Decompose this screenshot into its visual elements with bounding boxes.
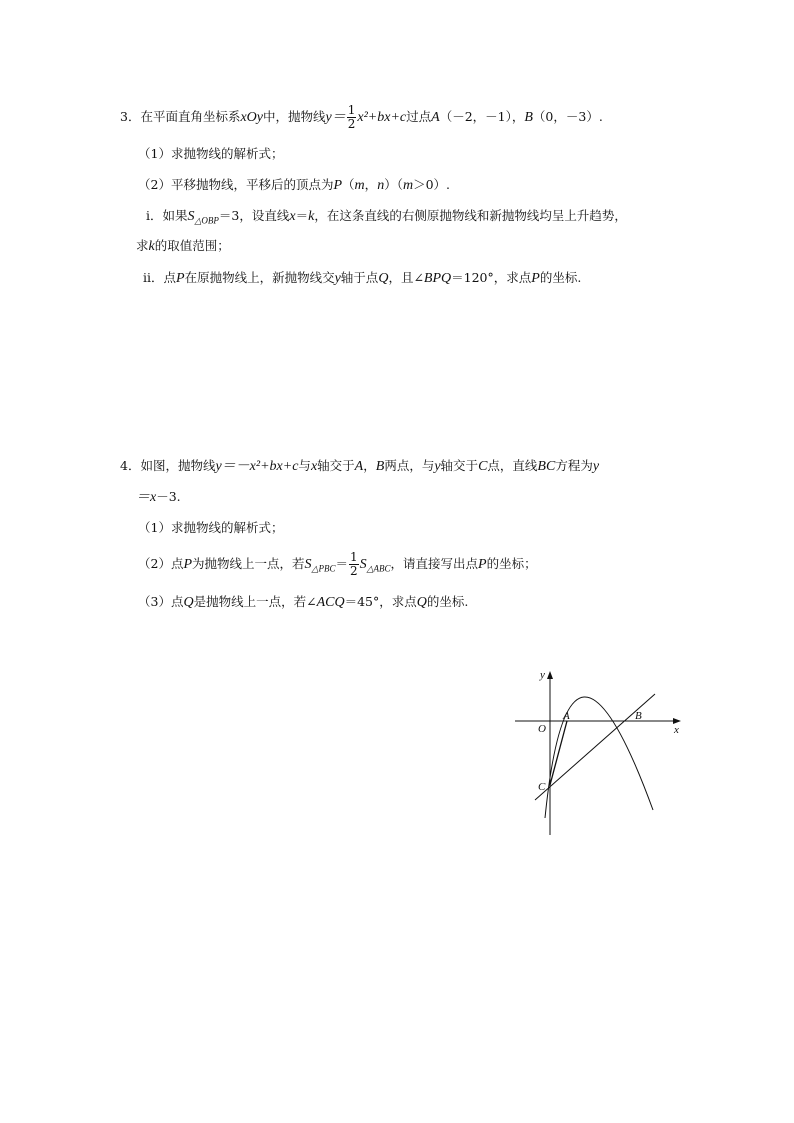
q3-part1: （1）求抛物线的解析式； [138,146,284,161]
q4-line1: 4．如图，抛物线y＝－x²+bx+c与x轴交于A，B两点，与y轴交于C点，直线BC方程为y [120,458,600,474]
label-c: C [538,781,546,793]
label-y: y [540,669,545,681]
fraction-half: $\frac{1}{2}$ [347,103,356,131]
label-b: B [635,710,642,722]
q3-part2: （2）平移抛物线，平移后的顶点为P（m，n）（m＞0）. [138,177,451,193]
q4-part3: （3）点Q是抛物线上一点，若∠ACQ＝45°，求点Q的坐标. [138,594,469,610]
parabola-figure [505,660,695,840]
q3-sub-ii: ⅱ．点P在原抛物线上，新抛物线交y轴于点Q，且∠BPQ＝120°，求点P的坐标. [143,270,582,286]
fraction-half: $\frac{1}{2}$ [349,550,358,578]
q4-part1: （1）求抛物线的解析式； [138,520,284,535]
q3-sub-i-cont: 求k的取值范围； [136,238,230,254]
label-o: O [538,723,546,735]
q4-part2: （2）点P为抛物线上一点，若$S_{\triangle PBC}=$ $\frac{1}{2}$ $S_{\triangle ABC}$，请直接写出点P的坐标； [138,550,537,578]
label-x: x [674,724,679,736]
segment-ac [550,721,567,785]
q4-line2: ＝x－3. [136,489,181,505]
q3-line1: 3．在平面直角坐标系xOy中，抛物线y＝ $\frac{1}{2}$ x²+bx+c过点A（－2，－1），B（0，－3）. [120,103,603,131]
label-a: A [563,710,570,722]
y-axis-arrow [547,671,553,679]
q3-sub-i: ⅰ．如果$S_{\triangle OBP}=3$，设直线x＝k，在这条直线的右侧原抛物线和新抛物线均呈上升趋势， [146,208,627,226]
